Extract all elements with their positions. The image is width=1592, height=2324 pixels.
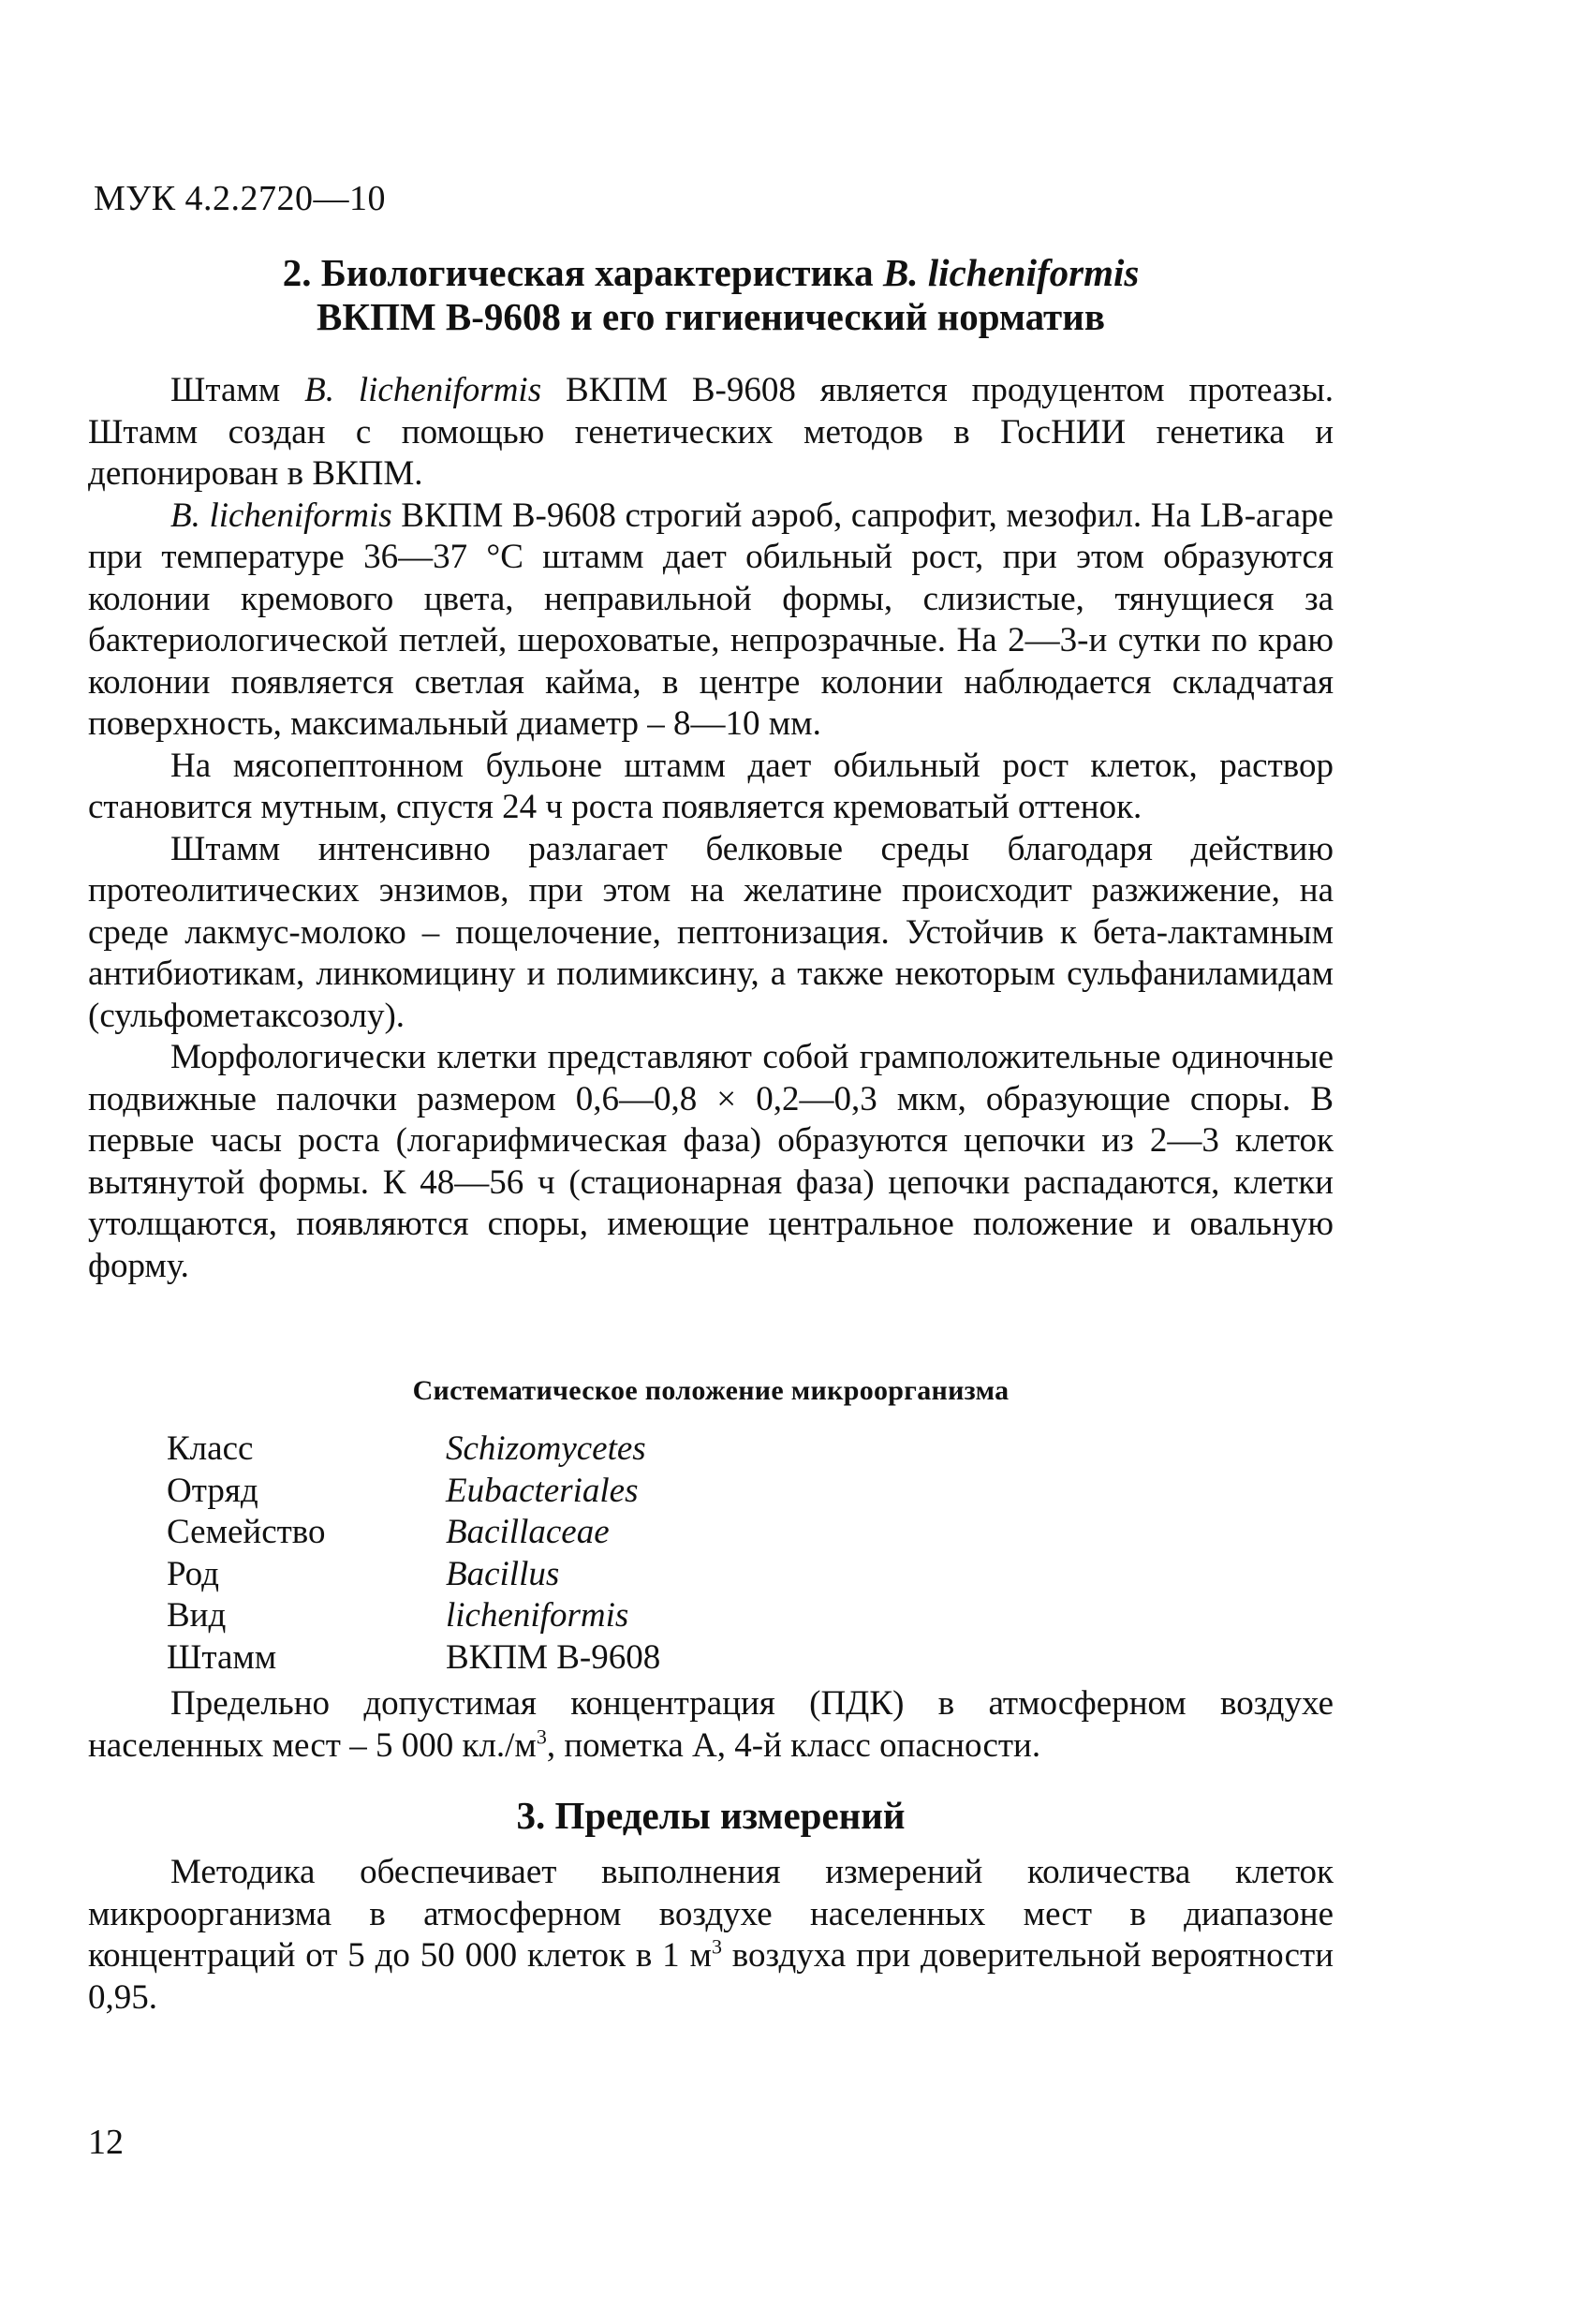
text-run: Методика обеспечивает выполнения измерений количества клеток микроорганизма в атмосферном воздухе населенных мест в диапазоне концентраций от 5 до 50 000 клеток в 1 м: [88, 1853, 1334, 1975]
pdk-block: [88, 1683, 1334, 1767]
taxonomy-name: Bacillaceae: [446, 1513, 610, 1551]
section-2-body: [88, 370, 1334, 1287]
taxonomy-rank: Семейство: [167, 1513, 326, 1551]
paragraph-broth: На мясопептонном бульоне штамм дает обильный рост клеток, раствор становится мутным, спустя 24 ч роста появляется кремоватый оттенок.: [88, 746, 1334, 826]
paragraph-pdk: [88, 1683, 1334, 1767]
section-3-body: [88, 1852, 1334, 2019]
paragraph-morphology: Морфологически клетки представляют собой грамположительные одиночные подвижные палочки размером 0,6—0,8 × 0,2—0,3 мкм, образующие споры. В первые часы роста (логарифмическая фаза) образуются цепочки из 2—3 клеток вытянутой формы. К 48—56 ч (стационарная фаза) цепочки распадаются, клетки утолщаются, появляются споры, имеющие центральное положение и овальную форму.: [88, 1038, 1334, 1285]
text-run: воздуха при доверительной вероятности 0,95.: [88, 1936, 1334, 2017]
paragraph-range: [88, 1852, 1334, 2019]
taxonomy-rank: Род: [167, 1554, 219, 1593]
heading-species-name: B. licheniformis: [882, 251, 1140, 294]
table-row: [167, 1554, 660, 1596]
table-row: [167, 1637, 660, 1680]
taxonomy-title: Систематическое положение микроорганизма: [412, 1375, 1010, 1406]
text-run: ВКПМ В-9608 строгий аэроб, сапрофит, мезофил. На LB-агаре при температуре 36—37 °С штамм дает обильный рост, при этом образуются колонии кремового цвета, неправильной формы, слизистые, тянущиеся за бактериологической петлей, шероховатые, непрозрачные. На 2—3-и сутки по краю колонии появляется светлая кайма, в центре колонии наблюдается складчатая поверхность, максимальный диаметр – 8—10 мм.: [88, 496, 1334, 743]
taxonomy-rank: Отряд: [167, 1471, 258, 1510]
taxonomy-rank: Класс: [167, 1429, 254, 1468]
text-run: , пометка А, 4-й класс опасности.: [546, 1725, 1041, 1765]
text-run: Штамм: [170, 371, 305, 409]
superscript: 3: [711, 1934, 722, 1959]
taxonomy-name: Eubacteriales: [446, 1471, 639, 1510]
taxonomy-table: [167, 1428, 660, 1679]
species-name: B. licheniformis: [170, 496, 392, 535]
text-run: ВКПМ В-9608 является продуцентом протеазы. Штамм создан с помощью генетических методов в ГосНИИ генетика и депонирован в ВКПМ.: [88, 371, 1334, 493]
paragraph-proteolysis: Штамм интенсивно разлагает белковые среды благодаря действию протеолитических энзимов, при этом на желатине происходит разжижение, на среде лакмус-молоко – пощелочение, пептонизация. Устойчив к бета-лактамным антибиотикам, линкомицину и полимиксину, а также некоторым сульфаниламидам (сульфометаксозолу).: [88, 829, 1334, 1035]
section-2-heading: [88, 251, 1334, 339]
taxonomy-rank: Вид: [167, 1596, 227, 1635]
taxonomy-rank: Штамм: [167, 1637, 277, 1677]
page-number: 12: [88, 2123, 124, 2162]
section-2-heading-line1: [88, 251, 1334, 295]
section-2-heading-line2: ВКПМ В-9608 и его гигиенический норматив: [317, 295, 1105, 338]
taxonomy-name: Schizomycetes: [446, 1429, 646, 1468]
taxonomy-name: Bacillus: [446, 1554, 560, 1593]
table-row: [167, 1471, 660, 1513]
species-name: B. licheniformis: [304, 371, 542, 409]
taxonomy-name: ВКПМ В-9608: [446, 1637, 661, 1677]
taxonomy-name: licheniformis: [446, 1596, 629, 1635]
paragraph-producer: [88, 370, 1334, 496]
table-row: [167, 1512, 660, 1554]
superscript: 3: [536, 1724, 547, 1749]
table-row: [167, 1595, 660, 1637]
running-header: МУК 4.2.2720—10: [94, 179, 387, 218]
text-run: Предельно допустимая концентрация (ПДК) в атмосферном воздухе населенных мест – 5 000 кл./м: [88, 1684, 1334, 1765]
paragraph-growth: [88, 496, 1334, 746]
table-row: [167, 1428, 660, 1471]
section-3-heading: 3. Пределы измерений: [516, 1794, 906, 1837]
heading-text: 2. Биологическая характеристика: [282, 251, 883, 294]
